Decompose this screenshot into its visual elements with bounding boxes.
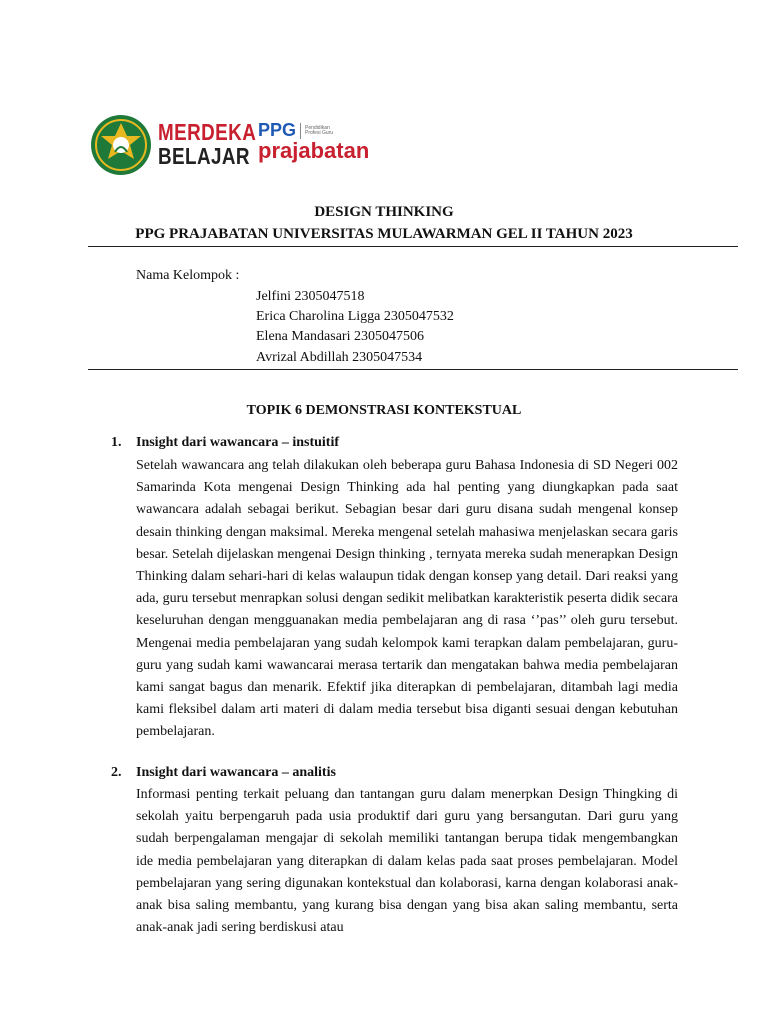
merdeka-text: MERDEKA <box>158 119 257 145</box>
logo-header <box>90 114 390 184</box>
section-paragraph: Informasi penting terkait peluang dan tantangan guru dalam menerpkan Design Thingking di sekolah yaitu berpengaruh pada usia produktif dari guru yang bersangutan. Dari guru yang sudah berpengalaman mengajar di sekolah memiliki tantangan berupa tidak mengembangkan ide media pembelajaran yang diterapkan di dalam kelas pada saat proses pembelajaran. Model pembelajaran yang sering digunakan kontekstual dan kolaborasi, karna dengan kolaborasi anak-anak bisa saling membantu, yang kurang bisa dengan yang bisa akan saling membantu, serta anak-anak jadi sering berdiskusi atau <box>136 787 678 936</box>
member-name: Avrizal Abdillah 2305047534 <box>256 350 423 365</box>
ppg-prajabatan-logo <box>258 120 369 163</box>
belajar-text: BELAJAR <box>158 143 250 169</box>
title-divider <box>88 246 738 247</box>
group-label: Nama Kelompok : <box>136 268 240 283</box>
section-heading: Insight dari wawancara – analitis <box>136 765 336 780</box>
section-paragraph: Setelah wawancara ang telah dilakukan oleh beberapa guru Bahasa Indonesia di SD Negeri 002 Samarinda Kota mengenai Design Thinking ada hal penting yang diungkapkan pada saat wawancara adalah sebagai berikut. Sebagian besar dari guru disana sudah mengenal konsep desain thinking dengan maksimal. Mereka mengenal setelah mahasiwa menjelaskan secara garis besar. Setelah dijelaskan mengenai Design thinking , ternyata mereka sudah menerapkan Design Thinking dalam sehari-hari di kelas walaupun tidak dengan konsep yang detail. Dari reaksi yang ada, guru tersebut menrapkan solusi dengan sedikit melibatkan karakteristik peserta didik secara keseluruhan dengan mengguanakan media pembelajaran ang di rasa ‘’pas’’ oleh guru tersebut. Mengenai media pembelajaran yang sudah kelompok kami terapkan dalam pembelajaran, guru-guru yang sudah kami wawancarai merasa tertarik dan mengatakan bahwa media pembelajaran kami sangat bagus dan menarik. Efektif jika diterapkan di pembelajaran, ditambah lagi media kami fleksibel dalam arti materi di dalam media tersebut bisa diganti sesuai dengan kebutuhan pembelajaran. <box>136 458 678 740</box>
ppg-acronym: PPG <box>258 120 297 140</box>
document-title: DESIGN THINKING <box>314 204 454 220</box>
university-seal-icon <box>90 114 152 176</box>
member-name: Jelfini 2305047518 <box>256 289 365 304</box>
document-subtitle: PPG PRAJABATAN UNIVERSITAS MULAWARMAN GEL II TAHUN 2023 <box>135 226 633 242</box>
ppg-divider <box>300 123 301 139</box>
prajabatan-text: prajabatan <box>258 138 370 163</box>
member-name: Elena Mandasari 2305047506 <box>256 329 424 344</box>
members-divider <box>88 369 738 370</box>
topic-heading: TOPIK 6 DEMONSTRASI KONTEKSTUAL <box>246 403 522 418</box>
section-number: 2. <box>111 765 122 780</box>
member-name: Erica Charolina Ligga 2305047532 <box>256 309 454 324</box>
section-heading: Insight dari wawancara – instuitif <box>136 435 340 450</box>
section-number: 1. <box>111 435 122 450</box>
ppg-small-text: Pendidikan Profesi Guru <box>305 124 334 136</box>
